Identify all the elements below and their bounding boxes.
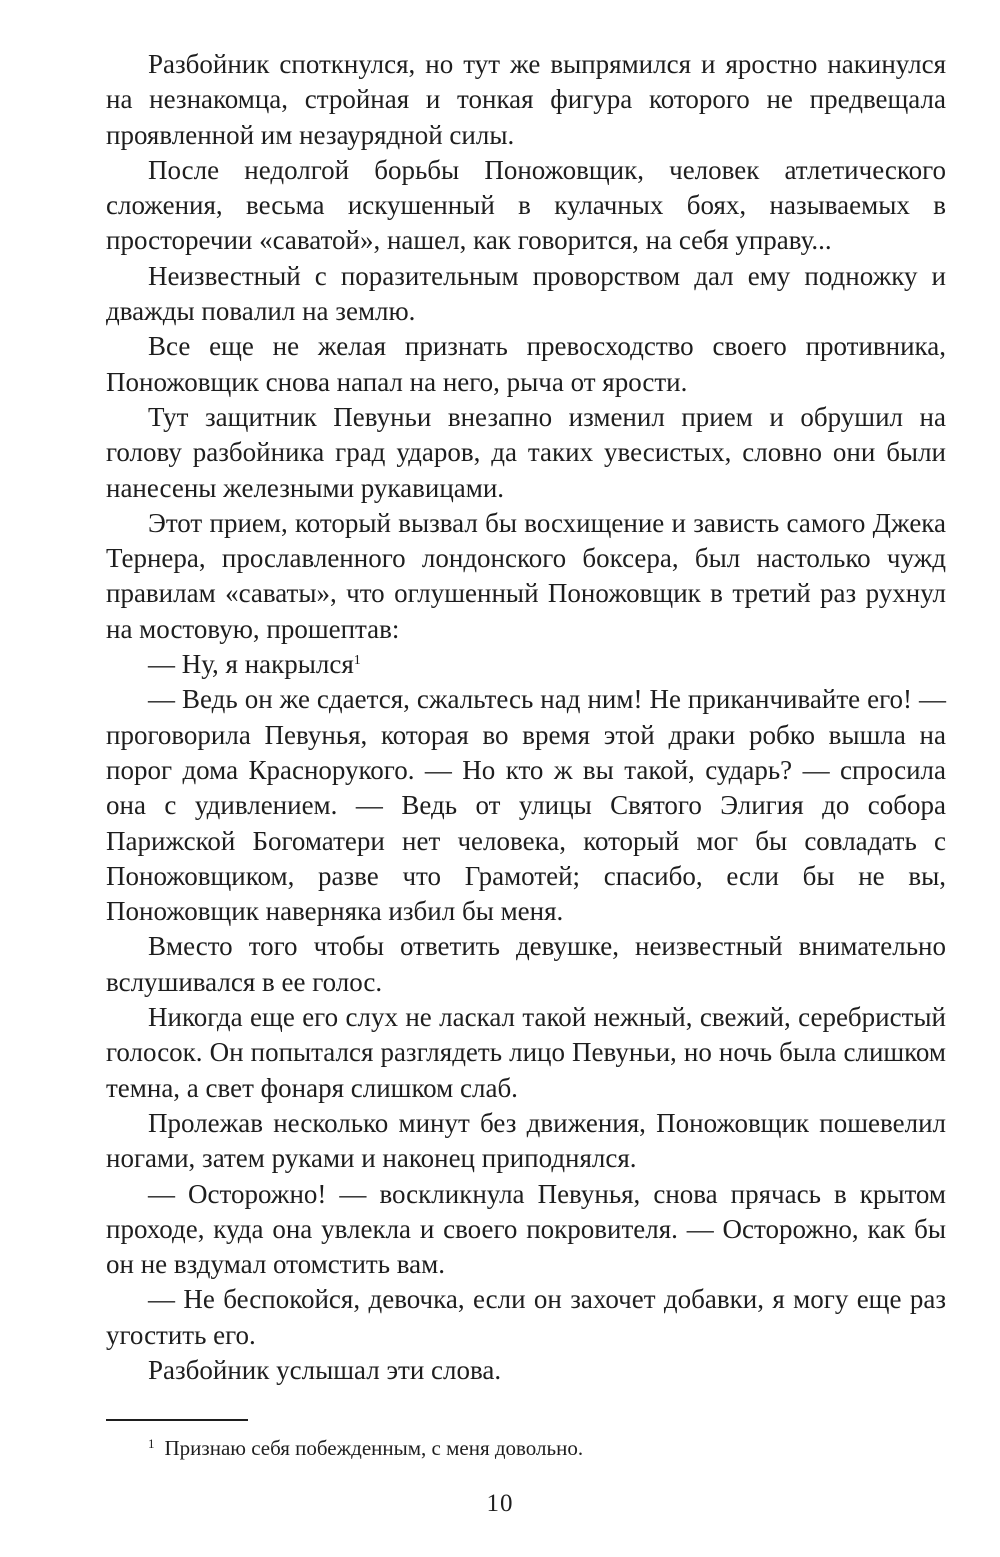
paragraph: Разбойник споткнулся, но тут же выпрямился и яростно накинулся на незнакомца, стройная и тонкая фигура которого не предвещала проявленной им незаурядной силы.	[106, 49, 946, 150]
paragraph: Никогда еще его слух не ласкал такой нежный, свежий, серебристый голосок. Он попытался разглядеть лицо Певуньи, но ночь была слишком темна, а свет фонаря слишком слаб.	[106, 1002, 946, 1103]
paragraph: Все еще не желая признать превосходство своего противника, Поножовщик снова напал на него, рыча от ярости.	[106, 331, 946, 397]
paragraph-with-footnote	[106, 647, 946, 682]
paragraph: После недолгой борьбы Поножовщик, человек атлетического сложения, весьма искушенный в кулачных боях, называемых в просторечии «саватой», нашел, как говорится, на себя управу...	[106, 154, 946, 256]
footnote	[148, 1430, 908, 1462]
page-body	[106, 47, 946, 1388]
paragraph: Разбойник услышал эти слова.	[148, 1354, 502, 1385]
paragraph: Пролежав несколько минут без движения, Поножовщик пошевелил ногами, затем руками и наконец приподнялся.	[106, 1107, 946, 1174]
footnote-reference[interactable]: 1	[353, 653, 361, 669]
paragraph: — Ведь он же сдается, сжальтесь над ним! Не приканчивайте его! — проговорила Певунья, которая во время этой драки робко вышла на порог дома Краснорукого. — Но кто ж вы такой, сударь? — спросила она с удивлением. — Ведь от улицы Святого Элигия до собора Парижской Богоматери нет человека, который мог бы совладать с Поножовщиком, разве что Грамотей; спасибо, если бы не вы, Поножовщик наверняка избил бы меня.	[106, 684, 946, 927]
paragraph: Тут защитник Певуньи внезапно изменил прием и обрушил на голову разбойника град ударов, да таких увесистых, словно они были нанесены железными рукавицами.	[106, 401, 946, 503]
paragraph-text: — Ну, я накрылся	[148, 649, 354, 680]
footnote-divider	[106, 1419, 248, 1421]
footnote-text: Признаю себя побежденным, с меня довольно.	[164, 1436, 584, 1460]
paragraph: — Осторожно! — воскликнула Певунья, снова прячась в крытом проходе, куда она увлекла и своего покровителя. — Осторожно, как бы он не вздумал отомстить вам.	[106, 1178, 946, 1280]
page-number: 10	[486, 1490, 514, 1517]
paragraph: — Не беспокойся, девочка, если он захочет добавки, я могу еще раз угостить его.	[106, 1284, 946, 1350]
paragraph: Вместо того чтобы ответить девушке, неизвестный внимательно вслушивался в ее голос.	[106, 931, 946, 997]
paragraph: Этот прием, который вызвал бы восхищение и зависть самого Джека Тернера, прославленного лондонского боксера, был настолько чужд правилам «саваты», что оглушенный Поножовщик в третий раз рухнул на мостовую, прошептав:	[106, 507, 946, 644]
footnote-mark: 1	[148, 1436, 155, 1451]
paragraph: Неизвестный с поразительным проворством дал ему подножку и дважды повалил на землю.	[106, 260, 946, 327]
